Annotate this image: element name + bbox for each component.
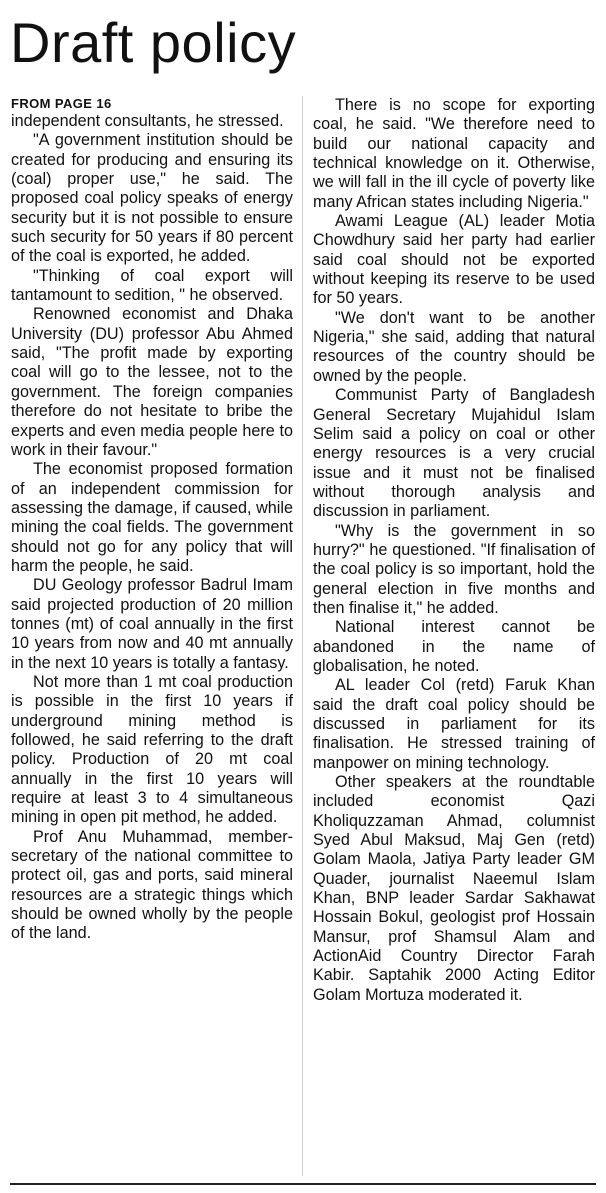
article-paragraph: Prof Anu Muhammad, member-secretary of the national committee to protect oil, gas and ports, said mineral resources are a strategic things which should be owned wholly by the people of the land.	[11, 827, 293, 943]
article-paragraph: Not more than 1 mt coal production is possible in the first 10 years if underground mining method is followed, he said referring to the draft policy. Production of 20 mt coal annually in the first 10 years will require at least 3 to 4 simultaneous mining in open pit method, he added.	[11, 672, 293, 827]
article-paragraph: independent consultants, he stressed.	[11, 112, 284, 130]
jump-label: FROM PAGE 16	[11, 96, 112, 111]
article-paragraph: Awami League (AL) leader Motia Chowdhury said her party had earlier said coal should not be exported without keeping its reserve to be used for 50 years.	[313, 212, 595, 308]
article-paragraph: DU Geology professor Badrul Imam said projected production of 20 million tonnes (mt) of coal annually in the first 10 years from now and 40 mt annually in the next 10 years is totally a fantasy.	[11, 576, 293, 672]
column-divider	[302, 96, 303, 1176]
article-paragraph: "Thinking of coal export will tantamount to sedition, " he observed.	[11, 266, 293, 305]
article-column-left	[11, 96, 293, 944]
article-paragraph: Renowned economist and Dhaka University (DU) professor Abu Ahmed said, "The profit made by exporting coal will go to the lessee, not to the government. The foreign companies therefore do not hesitate to bribe the experts and even media people here to work in their favour."	[11, 305, 293, 459]
article-paragraph: Other speakers at the roundtable included economist Qazi Kholiquzzaman Ahmad, columnist Syed Abul Maksud, Maj Gen (retd) Golam Maola, Jatiya Party leader GM Quader, journalist Naeemul Islam Khan, BNP leader Sardar Sakhawat Hossain Bokul, geologist prof Hossain Mansur, prof Shamsul Alam and ActionAid Country Director Farah Kabir. Saptahik 2000 Acting Editor Golam Mortuza moderated it.	[313, 773, 595, 1004]
article-paragraph: There is no scope for exporting coal, he said. "We therefore need to build our national capacity and technical knowledge on it. Otherwise, we will fall in the ill cycle of poverty like many African states including Nigeria."	[313, 96, 595, 211]
headline: Draft policy	[10, 11, 297, 74]
article-column-right	[313, 96, 595, 1005]
footer-rule	[10, 1183, 596, 1185]
article-paragraph: Communist Party of Bangladesh General Secretary Mujahidul Islam Selim said a policy on coal or other energy resources is a very crucial issue and it must not be finalised without thorough analysis and discussion in parliament.	[313, 386, 595, 521]
article-paragraph: The economist proposed formation of an independent commission for assessing the damage, if caused, while mining the coal fields. The government should not go for any policy that will harm the people, he said.	[11, 460, 293, 575]
article-paragraph: "Why is the government in so hurry?" he questioned. "If finalisation of the coal policy is so important, hold the general election in five months and then finalise it," he added.	[313, 521, 595, 617]
article-paragraph: "A government institution should be created for producing and ensuring its (coal) proper use," he said. The proposed coal policy speaks of energy security but it is not possible to ensure such security for 50 years if 80 percent of the coal is exported, he added.	[11, 131, 293, 266]
article-paragraph: "We don't want to be another Nigeria," she said, adding that natural resources of the country should be owned by the people.	[313, 308, 595, 385]
article-paragraph: AL leader Col (retd) Faruk Khan said the draft coal policy should be discussed in parliament for its finalisation. He stressed training of manpower on mining technology.	[313, 676, 595, 772]
article-paragraph: National interest cannot be abandoned in the name of globalisation, he noted.	[313, 618, 595, 675]
